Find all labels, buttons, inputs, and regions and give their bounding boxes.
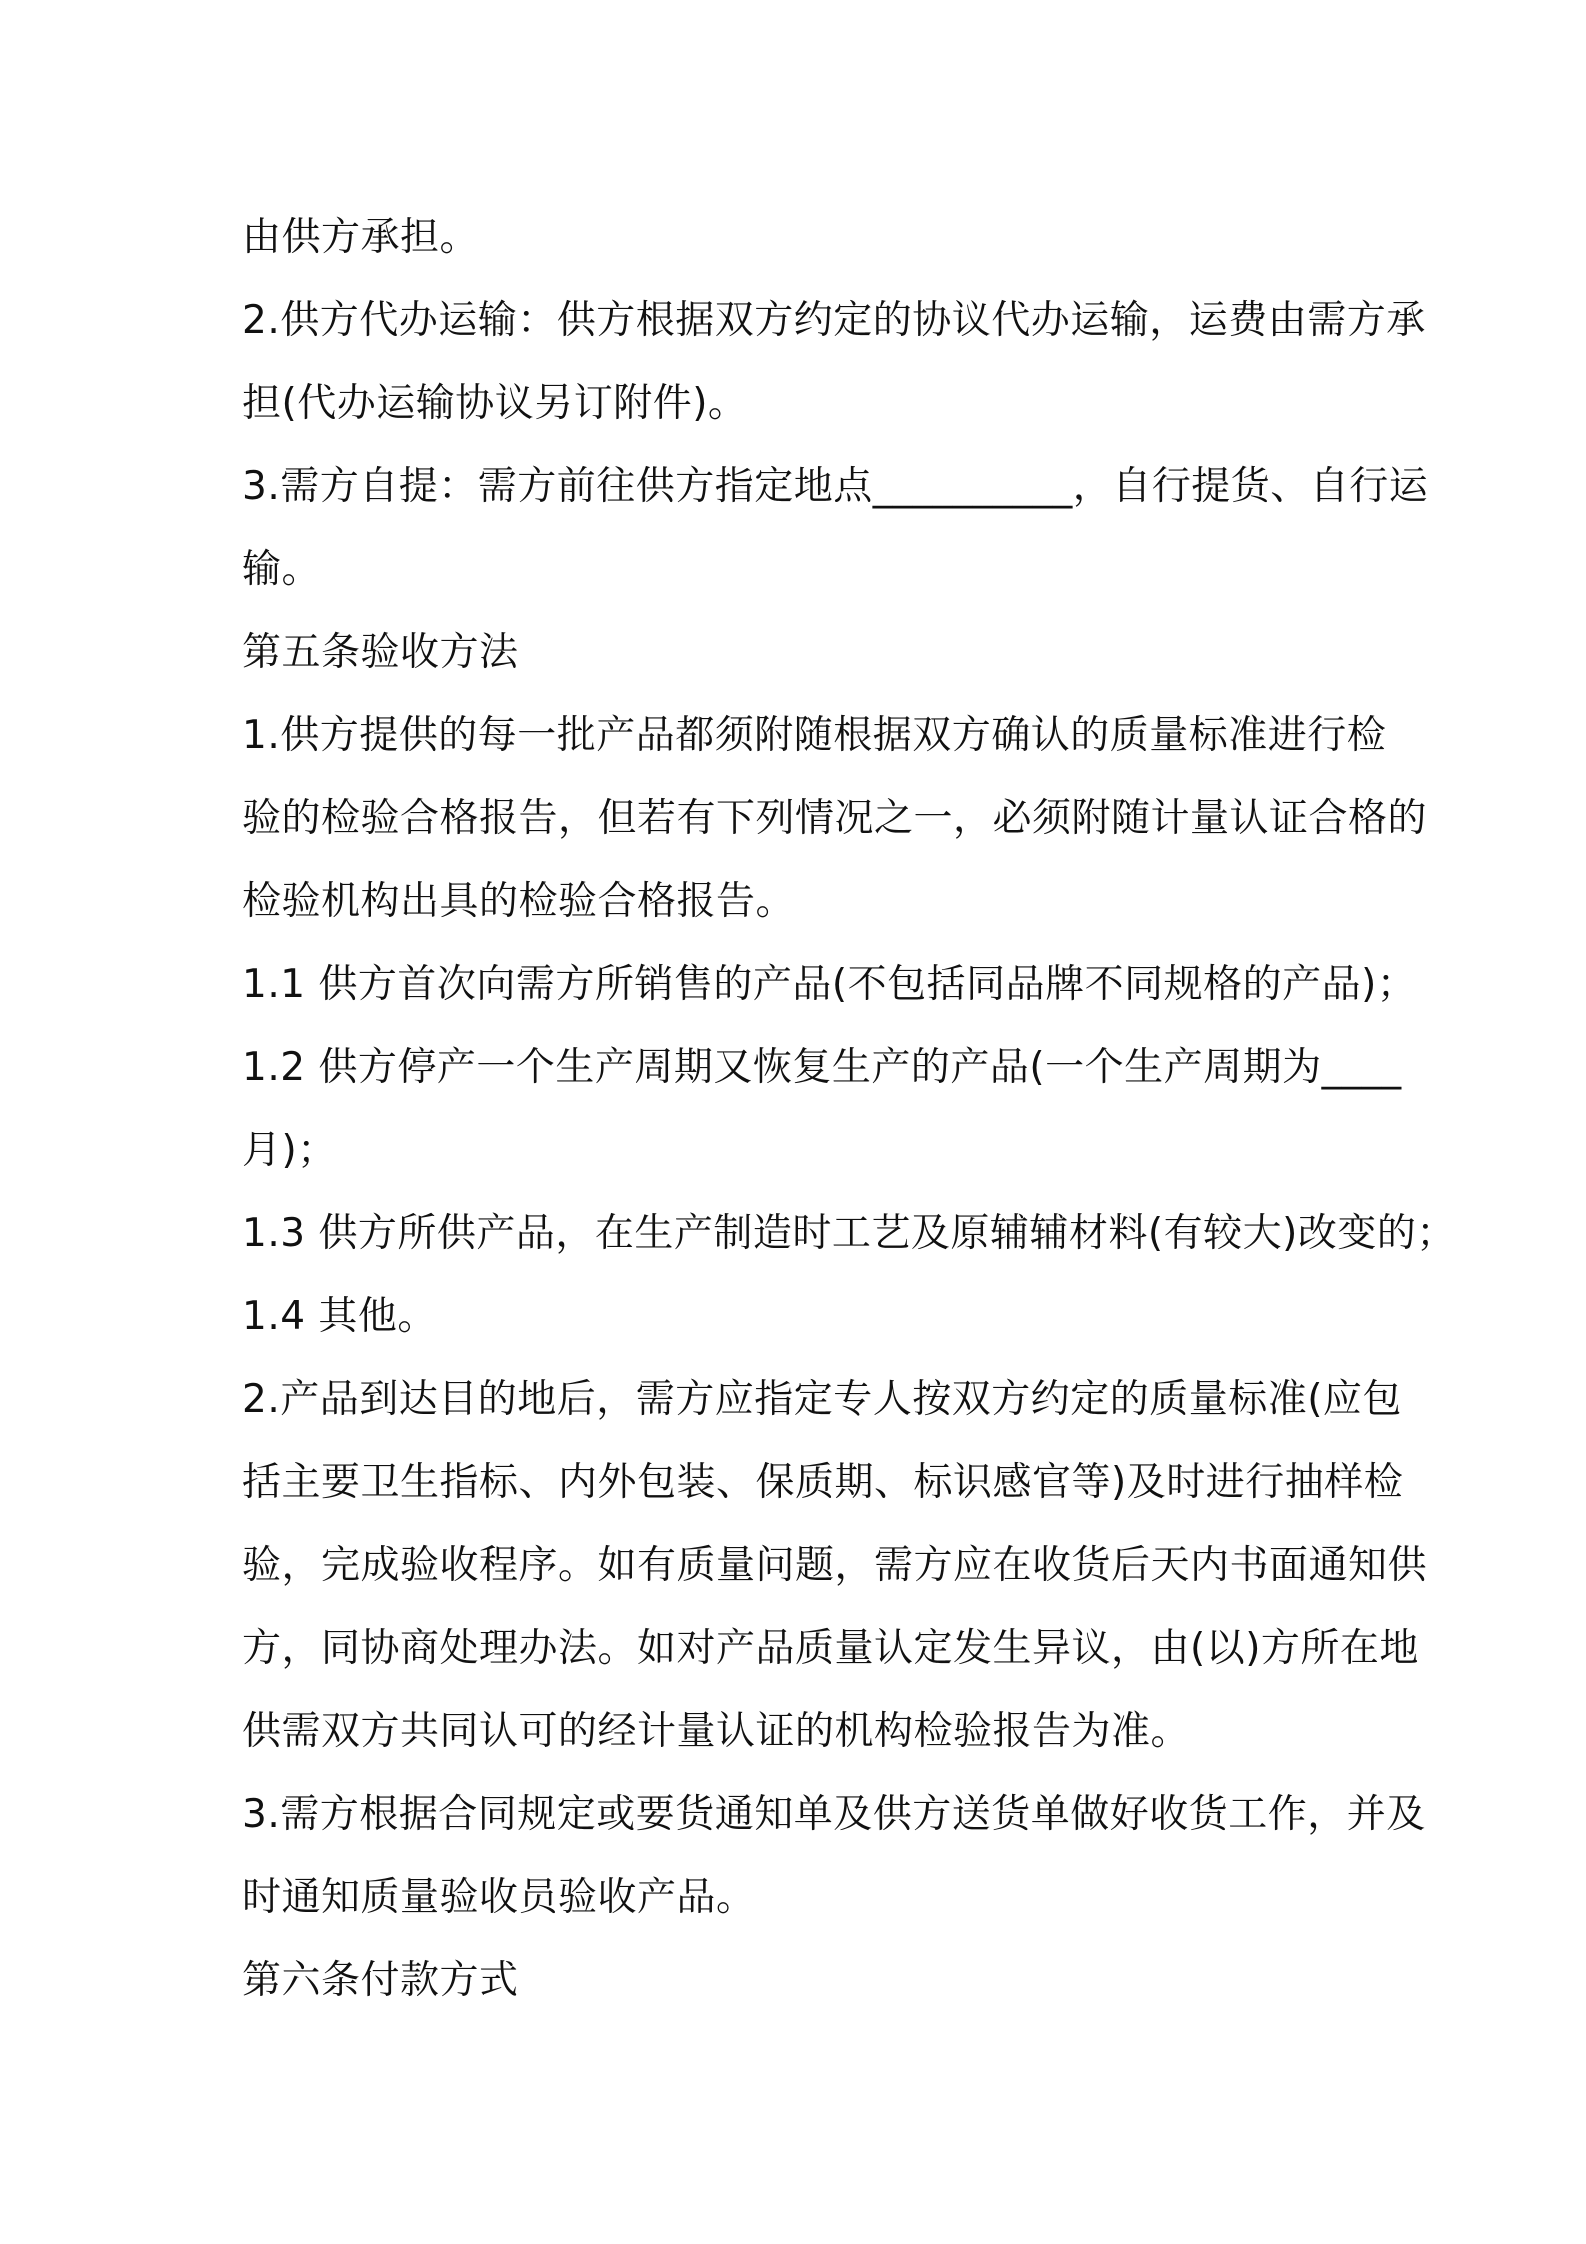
text-line: 供需双方共同认可的经计量认证的机构检验报告为准。 [242, 1709, 1191, 1754]
text-line: 括主要卫生指标、内外包装、保质期、标识感官等)及时进行抽样检 [242, 1460, 1404, 1505]
text-line: 时通知质量验收员验收产品。 [242, 1875, 756, 1920]
document-body [242, 196, 1456, 2022]
text-line: 1.4 其他。 [242, 1294, 437, 1339]
text-line: 输。 [242, 547, 322, 592]
text-line: 3.需方根据合同规定或要货通知单及供方送货单做好收货工作，并及 [242, 1792, 1426, 1837]
text-line: 方，同协商处理办法。如对产品质量认定发生异议，由(以)方所在地 [242, 1626, 1419, 1671]
text-line: 月)； [242, 1128, 337, 1173]
text-line: 2.供方代办运输：供方根据双方约定的协议代办运输，运费由需方承 [242, 298, 1426, 343]
text-line: 1.2 供方停产一个生产周期又恢复生产的产品(一个生产周期为____ [242, 1045, 1402, 1090]
text-line: 1.1 供方首次向需方所销售的产品(不包括同品牌不同规格的产品)； [242, 962, 1417, 1007]
text-line: 担(代办运输协议另订附件)。 [242, 381, 748, 426]
section-heading: 第六条付款方式 [242, 1958, 519, 2003]
text-line: 1.供方提供的每一批产品都须附随根据双方确认的质量标准进行检 [242, 713, 1387, 758]
text-line: 2.产品到达目的地后，需方应指定专人按双方约定的质量标准(应包 [242, 1377, 1402, 1422]
text-line: 验的检验合格报告，但若有下列情况之一，必须附随计量认证合格的 [242, 796, 1428, 841]
text-line: 3.需方自提：需方前往供方指定地点__________，自行提货、自行运 [242, 464, 1429, 509]
text-line: 由供方承担。 [242, 215, 480, 260]
text-line: 检验机构出具的检验合格报告。 [242, 879, 796, 924]
section-heading: 第五条验收方法 [242, 630, 519, 675]
text-line: 1.3 供方所供产品，在生产制造时工艺及原辅辅材料(有较大)改变的； [242, 1211, 1456, 1256]
text-line: 验，完成验收程序。如有质量问题，需方应在收货后天内书面通知供 [242, 1543, 1428, 1588]
